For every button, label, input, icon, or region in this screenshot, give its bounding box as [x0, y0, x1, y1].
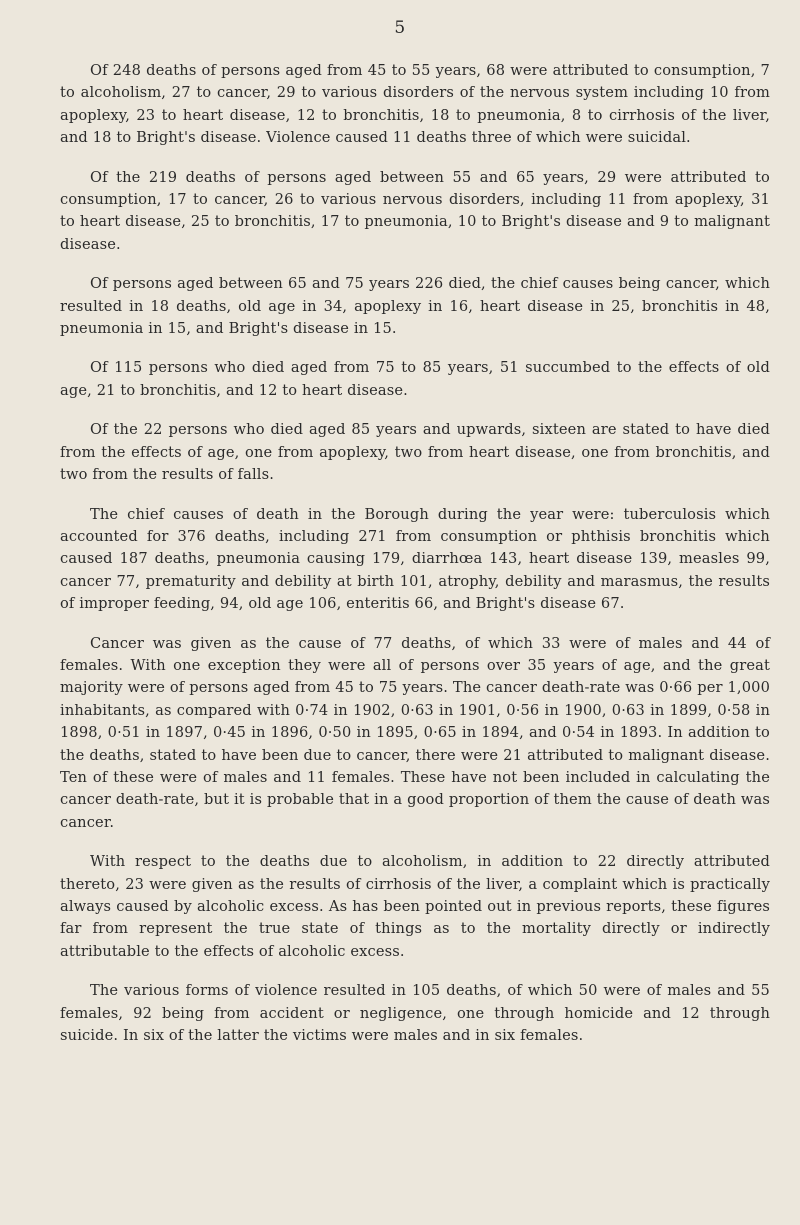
paragraph-violence: The various forms of violence resulted in 105 deaths, of which 50 were of males and 55 females, 92 being from accident or negligence, one through homicide and 12 through suicide. In six of the latter the victims were males and in six females. — [60, 982, 770, 1045]
paragraph-chief-causes: The chief causes of death in the Borough during the year were: tuberculosis which accounted for 376 deaths, including 271 from consumption or phthisis bronchitis which caused 187 deaths, pneumonia causing 179, diarrhœa 143, heart disease 139, measles 99, cancer 77, prematurity and debility at birth 101, atrophy, debility and marasmus, the results of improper feeding, 94, old age 106, enteritis 66, and Bright's disease 67. — [60, 505, 770, 613]
paragraph-cancer: Cancer was given as the cause of 77 deaths, of which 33 were of males and 44 of females. With one exception they were all of persons over 35 years of age, and the great majority were of persons aged from 45 to 75 years. The cancer death-rate was 0·66 per 1,000 inhabitants, as compared with 0·74 in 1902, 0·63 in 1901, 0·56 in 1900, 0·63 in 1899, 0·58 in 1898, 0·51 in 1897, 0·45 in 1896, 0·50 in 1895, 0·65 in 1894, and 0·54 in 1893. In addition to the deaths, stated to have been due to cancer, there were 21 attributed to malignant disease. Ten of these were of males and 11 females. These have not been included in calculating the cancer death-rate, but it is probable that in a good proportion of them the cause of death was cancer. — [60, 634, 770, 831]
paragraph-deaths-65-75: Of persons aged between 65 and 75 years 226 died, the chief causes being cancer, which resulted in 18 deaths, old age in 34, apoplexy in 16, heart disease in 25, bronchitis in 48, pneumonia in 15, and Bright's disease in 15. — [60, 275, 770, 338]
paragraph-deaths-55-65: Of the 219 deaths of persons aged between 55 and 65 years, 29 were attributed to consumption, 17 to cancer, 26 to various nervous disorders, including 11 from apoplexy, 31 to heart disease, 25 to bronchitis, 17 to pneumonia, 10 to Bright's disease and 9 to malignant disease. — [60, 168, 770, 253]
report-body — [60, 60, 770, 1064]
page-number: 5 — [394, 18, 406, 38]
paragraph-deaths-45-55: Of 248 deaths of persons aged from 45 to 55 years, 68 were attributed to consumption, 7 to alcoholism, 27 to cancer, 29 to various disorders of the nervous system including 10 from apoplexy, 23 to heart disease, 12 to bronchitis, 18 to pneumonia, 8 to cirrhosis of the liver, and 18 to Bright's disease. Violence caused 11 deaths three of which were suicidal. — [60, 62, 770, 147]
paragraph-alcoholism: With respect to the deaths due to alcoholism, in addition to 22 directly attributed thereto, 23 were given as the results of cirrhosis of the liver, a complaint which is practically always caused by alcoholic excess. As has been pointed out in previous reports, these figures far from represent the true state of things as to the mortality directly or indirectly attributable to the effects of alcoholic excess. — [60, 853, 770, 960]
paragraph-deaths-85-plus: Of the 22 persons who died aged 85 years and upwards, sixteen are stated to have died from the effects of age, one from apoplexy, two from heart disease, one from bronchitis, and two from the results of falls. — [60, 421, 770, 484]
paragraph-deaths-75-85: Of 115 persons who died aged from 75 to 85 years, 51 succumbed to the effects of old age, 21 to bronchitis, and 12 to heart disease. — [60, 359, 770, 399]
